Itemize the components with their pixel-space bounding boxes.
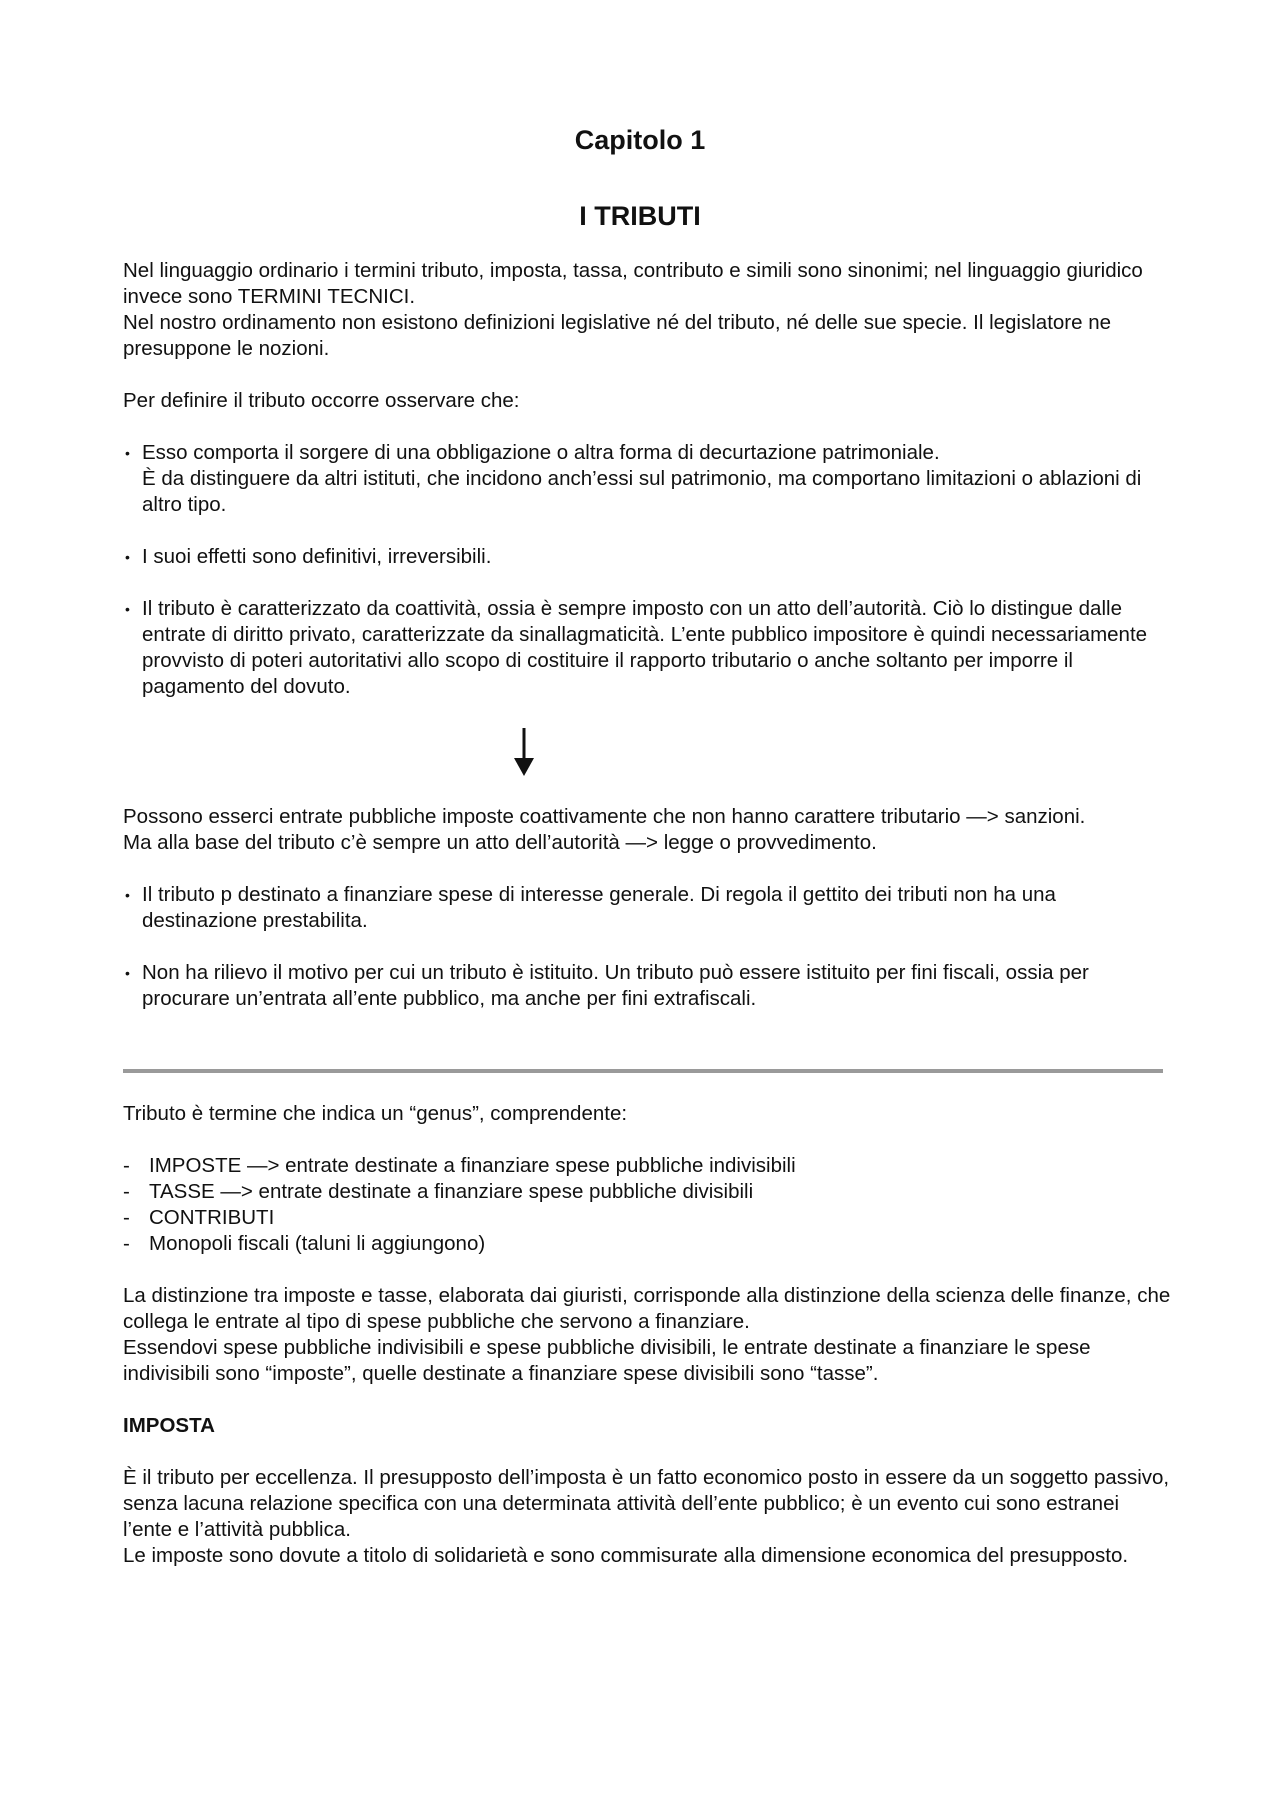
section-divider bbox=[123, 1069, 1163, 1073]
chapter-title: I TRIBUTI bbox=[579, 201, 701, 231]
paragraph: La distinzione tra imposte e tasse, elaborata dai giuristi, corrisponde alla distinzione della scienza delle finanze, che collega le entrate al tipo di spese pubbliche che servono a finanziare. bbox=[123, 1284, 1171, 1333]
define-lead: Per definire il tributo occorre osservare che: bbox=[123, 389, 520, 412]
bullet-text: Esso comporta il sorgere di una obbligazione o altra forma di decurtazione patrimoniale. bbox=[142, 441, 940, 464]
paragraph: È il tributo per eccellenza. Il presupposto dell’imposta è un fatto economico posto in essere da un soggetto passivo, senza lacuna relazione specifica con una determinata attività dell’ente pubblico; è un evento cui sono estranei l’ente e l’attività pubblica. bbox=[123, 1466, 1170, 1541]
section-genus bbox=[123, 1101, 1173, 1569]
down-arrow-icon bbox=[512, 728, 536, 778]
section-heading: IMPOSTA bbox=[123, 1414, 215, 1437]
section-coattivita bbox=[123, 804, 1173, 1012]
list-item: - TASSE —> entrate destinate a finanziare spese pubbliche divisibili bbox=[123, 1179, 1173, 1205]
list-item bbox=[123, 440, 1173, 518]
bullet-list bbox=[123, 440, 1173, 700]
list-item: • Il tributo p destinato a finanziare spese di interesse generale. Di regola il gettito dei tributi non ha una destinazione prestabilita. bbox=[123, 882, 1173, 934]
list-item: • Non ha rilievo il motivo per cui un tributo è istituito. Un tributo può essere istituito per fini fiscali, ossia per procurare un’entrata all’ente pubblico, ma anche per fini extrafiscali. bbox=[123, 960, 1173, 1012]
list-item: - IMPOSTE —> entrate destinate a finanziare spese pubbliche indivisibili bbox=[123, 1153, 1173, 1179]
intro-paragraph: Nel nostro ordinamento non esistono definizioni legislative né del tributo, né delle sue specie. Il legislatore ne presuppone le nozioni. bbox=[123, 311, 1112, 360]
paragraph: Essendovi spese pubbliche indivisibili e spese pubbliche divisibili, le entrate destinate a finanziare le spese indivisibili sono “imposte”, quelle destinate a finanziare spese divisibili sono “tasse”. bbox=[123, 1336, 1091, 1385]
list-item: • I suoi effetti sono definitivi, irreversibili. bbox=[123, 544, 1173, 570]
list-item: • Il tributo è caratterizzato da coattività, ossia è sempre imposto con un atto dell’autorità. Ciò lo distingue dalle entrate di diritto privato, caratterizzate da sinallagmaticità. L’ente pubblico impositore è quindi necessariamente provvisto di poteri autoritativi allo scopo di costituire il rapporto tributario o anche soltanto per imporre il pagamento del dovuto. bbox=[123, 596, 1173, 700]
bullet-subtext: È da distinguere da altri istituti, che incidono anch’essi sul patrimonio, ma comportano limitazioni o ablazioni di altro tipo. bbox=[142, 467, 1142, 516]
genus-lead: Tributo è termine che indica un “genus”, comprendente: bbox=[123, 1102, 628, 1125]
intro-paragraph: Nel linguaggio ordinario i termini tributo, imposta, tassa, contributo e simili sono sinonimi; nel linguaggio giuridico invece sono TERMINI TECNICI. bbox=[123, 259, 1143, 308]
genus-list bbox=[123, 1153, 1173, 1257]
paragraph: Le imposte sono dovute a titolo di solidarietà e sono commisurate alla dimensione economica del presupposto. bbox=[123, 1544, 1129, 1567]
list-item: - Monopoli fiscali (taluni li aggiungono) bbox=[123, 1231, 1173, 1257]
list-item: - CONTRIBUTI bbox=[123, 1205, 1173, 1231]
paragraph: Ma alla base del tributo c’è sempre un atto dell’autorità —> legge o provvedimento. bbox=[123, 831, 877, 854]
paragraph: Possono esserci entrate pubbliche imposte coattivamente che non hanno carattere tributario —> sanzioni. bbox=[123, 805, 1086, 828]
section-intro bbox=[123, 258, 1173, 700]
bullet-list bbox=[123, 882, 1173, 1012]
chapter-label: Capitolo 1 bbox=[574, 125, 706, 155]
